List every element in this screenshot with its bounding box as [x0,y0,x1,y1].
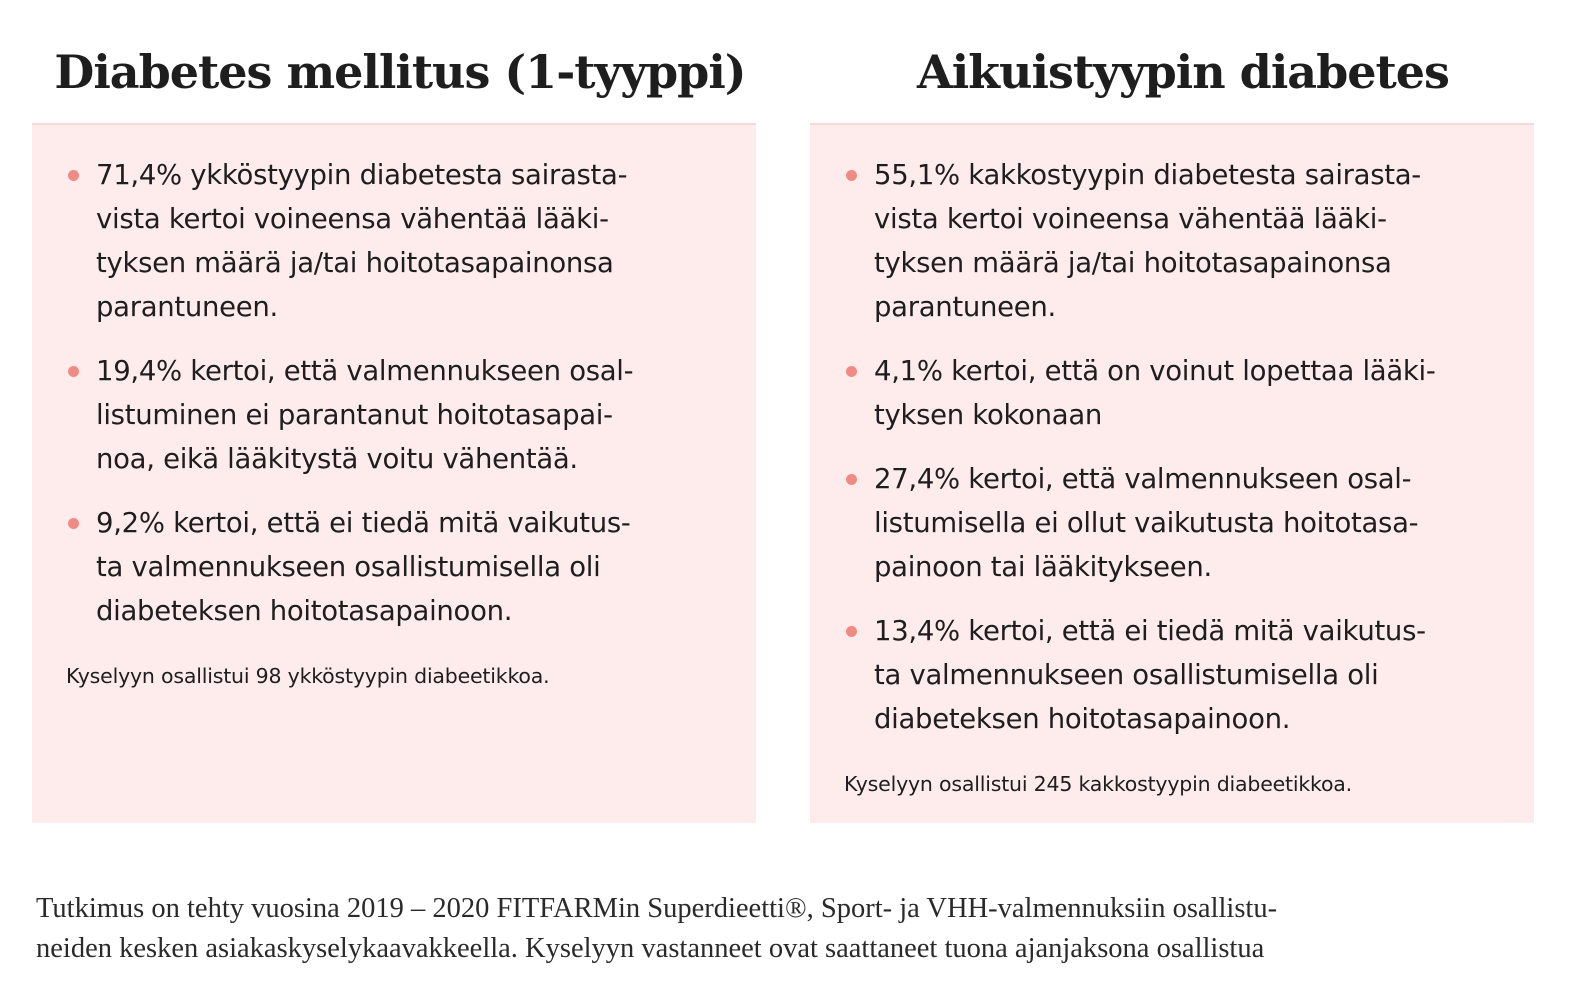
bullet-text: 13,4% kertoi, että ei tiedä mitä vaikutus- ta valmennukseen osallistumisella oli diabeteksen hoitotasapainoon. [874,615,1426,735]
bullet-dot-icon [68,170,79,181]
list-item [68,153,728,329]
list-item [846,349,1506,437]
type1-diabetes-title: Diabetes mellitus (1-tyyppi) [54,45,746,99]
bullet-text: 27,4% kertoi, että valmennukseen osal- listumisella ei ollut vaikutusta hoitotasa- painoon tai lääkitykseen. [874,463,1419,583]
bullet-dot-icon [846,474,857,485]
list-item [68,349,728,481]
type1-participant-count: Kyselyyn osallistui 98 ykköstyypin diabeetikkoa. [66,664,550,688]
adult-participant-count: Kyselyyn osallistui 245 kakkostyypin diabeetikkoa. [844,772,1352,796]
bullet-text: 71,4% ykköstyypin diabetesta sairasta- vista kertoi voineensa vähentää lääki- tyksen määrä ja/tai hoitotasapainonsa parantuneen. [96,159,628,323]
bullet-text: 4,1% kertoi, että on voinut lopettaa lääki- tyksen kokonaan [874,355,1436,431]
bullet-dot-icon [846,170,857,181]
bullet-text: 9,2% kertoi, että ei tiedä mitä vaikutus- ta valmennukseen osallistumisella oli diabeteksen hoitotasapainoon. [96,507,631,627]
type1-bullet-list [68,153,728,653]
bullet-text: 55,1% kakkostyypin diabetesta sairasta- vista kertoi voineensa vähentää lääki- tyksen määrä ja/tai hoitotasapainonsa parantuneen. [874,159,1421,323]
adult-diabetes-title: Aikuistyypin diabetes [917,45,1449,99]
list-item [846,609,1506,741]
adult-diabetes-panel [810,123,1534,823]
adult-bullet-list [846,153,1506,761]
bullet-dot-icon [68,366,79,377]
bullet-dot-icon [846,626,857,637]
list-item [846,457,1506,589]
bullet-dot-icon [68,518,79,529]
list-item [846,153,1506,329]
bullet-text: 19,4% kertoi, että valmennukseen osal- listuminen ei parantanut hoitotasapai- noa, eikä lääkitystä voitu vähentää. [96,355,634,475]
study-source-note: Tutkimus on tehty vuosina 2019 – 2020 FITFARMin Superdieetti®, Sport- ja VHH-valmennuksiin osallistu- neiden kesken asiakaskyselykaavakkeella. Kyselyyn vastanneet ovat saattaneet tuona ajanjaksona osallistua [36,892,1278,964]
list-item [68,501,728,633]
type1-diabetes-panel [32,123,756,823]
bullet-dot-icon [846,366,857,377]
